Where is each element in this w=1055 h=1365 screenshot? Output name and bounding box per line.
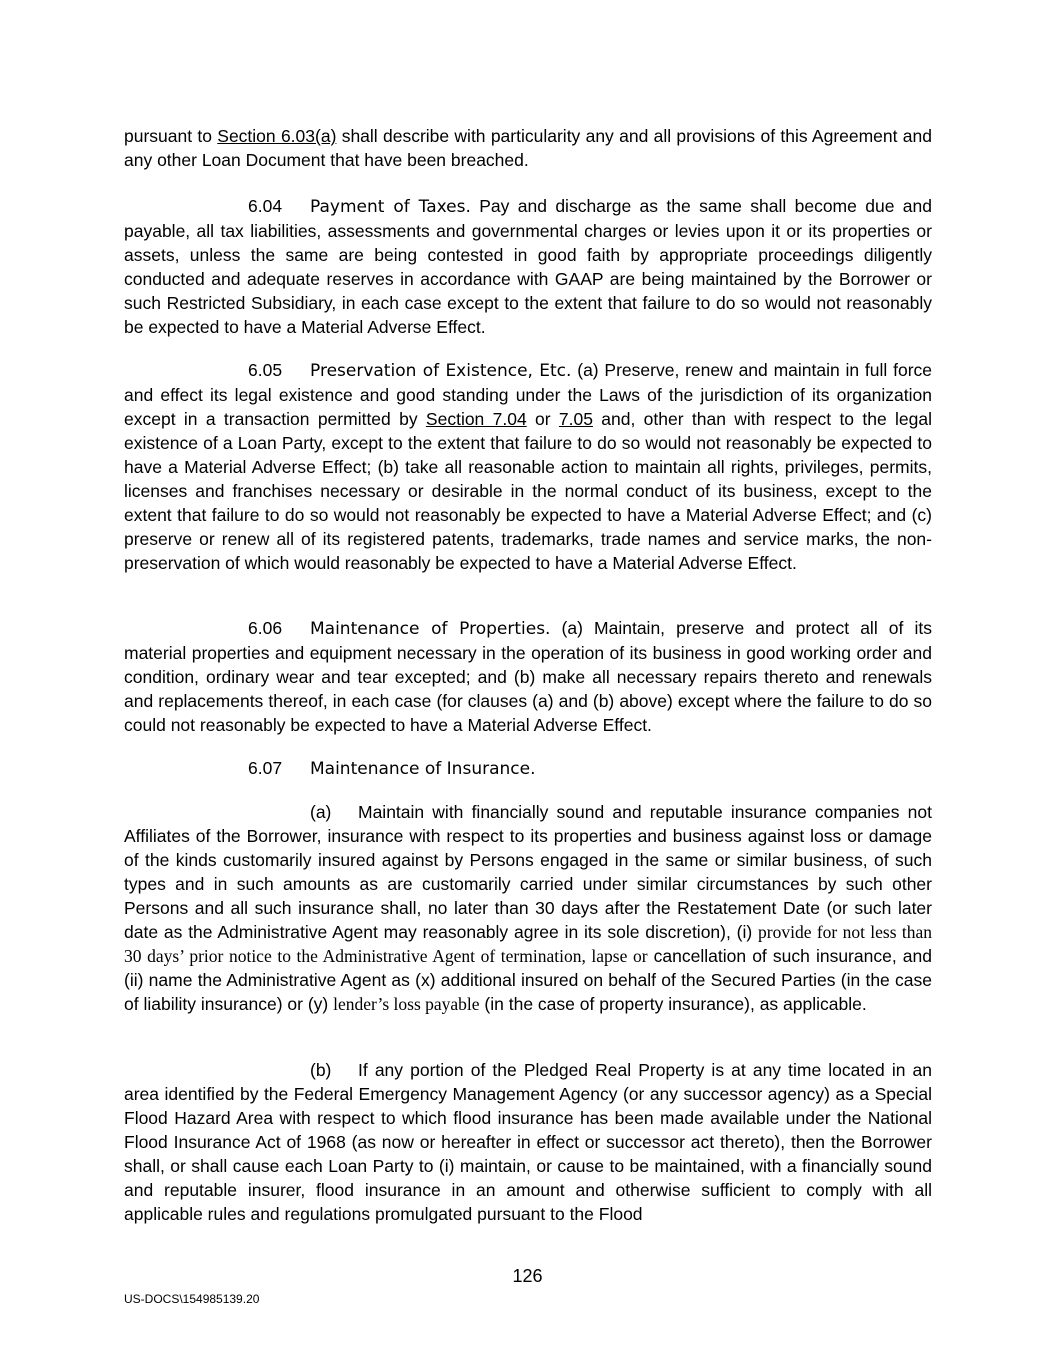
section-body: Pay and discharge as the same shall become due and payable, all tax liabilities, assessments and governmental charges or levies upon it or its properties or assets, unless the same are being contested in good faith by appropriate proceedings diligently conducted and adequate reserves in accordance with GAAP are being maintained by the Borrower or such Restricted Subsidiary, in each case except to the extent that failure to do so would not reasonably be expected to have a Material Adverse Effect. (124, 196, 932, 337)
section-6-07-b (124, 1058, 932, 1226)
section-6-05 (124, 358, 932, 575)
document-id: US-DOCS\154985139.20 (124, 1292, 260, 1306)
section-6-07-a (124, 800, 932, 1016)
section-heading: Maintenance of Properties. (310, 619, 551, 639)
section-body: (a) Maintain, preserve and protect all of its material properties and equipment necessary in the operation of its business in good working order and condition, ordinary wear and tear excepted; and (b) make all necessary repairs thereto and renewals and replacements thereof, in each case (for clauses (a) and (b) above) except where the failure to do so could not reasonably be expected to have a Material Adverse Effect. (124, 618, 932, 735)
clause-label: (a) (310, 802, 332, 822)
section-heading: Payment of Taxes. (310, 197, 471, 217)
section-body: and, other than with respect to the legal existence of a Loan Party, except to the extent that failure to do so would not reasonably be expected to have a Material Adverse Effect; (b) take all reasonable action to maintain all rights, privileges, permits, licenses and franchises necessary or desirable in the normal conduct of its business, except to the extent that failure to do so would not reasonably be expected to have a Material Adverse Effect; and (c) preserve or renew all of its registered patents, trademarks, trade names and service marks, the non-preservation of which would reasonably be expected to have a Material Adverse Effect. (124, 409, 932, 573)
section-number: 6.07 (248, 758, 283, 778)
section-reference: Section 7.04 (425, 409, 527, 429)
section-heading: Maintenance of Insurance. (310, 759, 536, 779)
page-number: 126 (512, 1266, 543, 1286)
text: pursuant to (124, 126, 218, 146)
text: shall describe with particularity any and all provisions of this Agreement and any other Loan Document that have been breached. (124, 126, 933, 170)
section-6-04 (124, 194, 932, 339)
clause-body: provide for not less than 30 days’ prior notice to the Administrative Agent of termination, lapse or (124, 922, 932, 966)
text: or (526, 409, 559, 429)
section-reference: Section 6.03(a) (217, 126, 337, 146)
clause-label: (b) (310, 1060, 332, 1080)
clause-body: (in the case of property insurance), as applicable. (479, 994, 867, 1014)
section-reference: 7.05 (558, 409, 593, 429)
section-number: 6.06 (248, 618, 283, 638)
clause-body: lender’s loss payable (333, 994, 480, 1014)
section-6-07 (124, 756, 932, 781)
paragraph-continuation (124, 124, 932, 172)
clause-body: Maintain with financially sound and reputable insurance companies not Affiliates of the Borrower, insurance with respect to its properties and business against loss or damage of the kinds customarily insured against by Persons engaged in the same or similar business, of such types and in such amounts as are customarily carried under similar circumstances by such other Persons and all such insurance shall, no later than 30 days after the Restatement Date (or such later date as the Administrative Agent may reasonably agree in its sole discretion), (i) (124, 802, 932, 942)
section-body: (a) Preserve, renew and maintain in full force and effect its legal existence and good standing under the Laws of the jurisdiction of its organization except in a transaction permitted by (124, 360, 933, 429)
section-6-06 (124, 616, 932, 737)
section-number: 6.05 (248, 360, 283, 380)
clause-body: If any portion of the Pledged Real Property is at any time located in an area identified by the Federal Emergency Management Agency (or any successor agency) as a Special Flood Hazard Area with respect to which flood insurance has been made available under the National Flood Insurance Act of 1968 (as now or hereafter in effect or successor act thereto), then the Borrower shall, or shall cause each Loan Party to (i) maintain, or cause to be maintained, with a financially sound and reputable insurer, flood insurance in an amount and otherwise sufficient to comply with all applicable rules and regulations promulgated pursuant to the Flood (124, 1060, 932, 1224)
section-number: 6.04 (248, 196, 283, 216)
section-heading: Preservation of Existence, Etc. (310, 361, 572, 381)
clause-body: cancellation of such insurance, and (ii) name the Administrative Agent as (x) additional insured on behalf of the Secured Parties (in the case of liability insurance) or (y) (124, 946, 932, 1014)
